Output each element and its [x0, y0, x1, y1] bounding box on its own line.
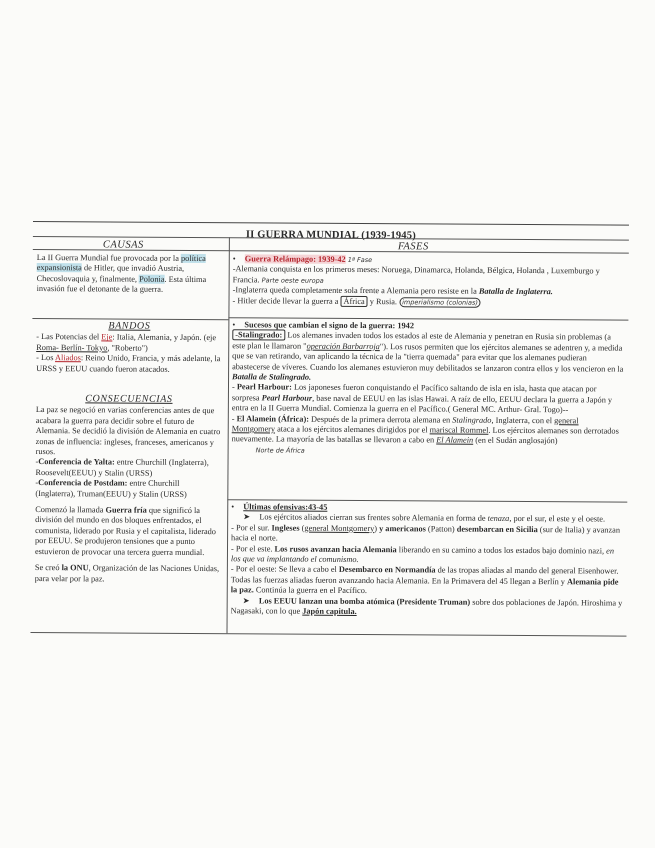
text: desembarcan en Sicilia — [456, 524, 538, 534]
causas-block — [37, 253, 223, 296]
text: ( — [299, 523, 305, 533]
fase1-line1 — [233, 265, 625, 288]
arrow-icon: ➤ — [242, 595, 250, 605]
handwritten-note: imperialismo (colonias) — [399, 297, 481, 307]
text: liberando en su camino a todos los estados bajo dominio nazi, — [396, 544, 607, 556]
alamein-text — [232, 414, 624, 448]
bullet-icon: • — [232, 320, 236, 330]
fase1-block — [232, 254, 624, 308]
onu-text — [35, 563, 221, 585]
postdam-text — [35, 478, 221, 500]
fases-header: FASES — [397, 241, 429, 253]
text: tenaza — [487, 514, 510, 524]
text: : Reino Unido, Francia, y más adelante, la URSS y EEUU cuando fueron atacados. — [36, 353, 221, 374]
fase1-line3 — [232, 296, 624, 309]
arrow-icon: ➤ — [243, 512, 251, 522]
text: mariscal Rommel — [429, 425, 489, 435]
yalta-text — [35, 457, 221, 479]
bullet-icon: • — [232, 254, 236, 264]
fase3-este — [231, 544, 623, 567]
text: Pearl Harbour — [261, 393, 313, 403]
text: Se creó — [34, 563, 62, 573]
bandos-eje — [36, 332, 222, 354]
text: La II Guerra Mundial fue provocada por la — [36, 253, 179, 263]
text: Los ejércitos aliados cierran sus frentes sobre Alemania en forma de — [259, 512, 488, 524]
handwritten-note: Parte oeste europa — [261, 276, 324, 285]
fase3-oeste — [231, 565, 623, 599]
text: -Conferencia de Postdam: — [35, 478, 128, 488]
causas-header: CAUSAS — [102, 239, 144, 251]
scanned-sheet — [30, 221, 628, 635]
text: - Hitler decide llevar la guerra a — [232, 295, 341, 306]
fase2-note — [232, 445, 624, 458]
fase3-japon — [231, 596, 623, 619]
bandos-block — [36, 321, 222, 375]
boxed-text: África — [341, 296, 368, 307]
page-title: II GUERRA MUNDIAL (1939-1945) — [245, 229, 416, 242]
text: ataca a los ejércitos alemanes dirigidos por el — [275, 424, 430, 435]
boxed-text: -Stalingrado: — [232, 330, 285, 341]
text: - Por el sur. — [231, 523, 272, 533]
handwritten-note: 1ª Fase — [347, 255, 373, 265]
text: Desembarco en Normandía — [338, 565, 436, 575]
text: general Montgomery — [231, 415, 579, 434]
text: : Italia, Alemania, y Japón. (eje — [112, 332, 217, 343]
text: Guerra fría — [105, 505, 147, 515]
pearl-text — [232, 383, 624, 417]
highlight-text: Polonia — [139, 274, 165, 284]
causas-text — [37, 253, 223, 296]
consecuencias-block — [35, 394, 222, 585]
consecuencias-text: La paz se negoció en varias conferencias antes de que acabara la guerra para decidir sobre el futuro de Alemania. Se decidió la división de Alemania en cuatro zonas de influencia: ingleses, franceses, americanos y rusos. — [35, 405, 221, 457]
fase3-sur — [231, 523, 623, 546]
text: Los alemanes invaden todos los estados al este de Alemania y penetran en Rusia sin problemas (a este plan le llamaron " — [232, 330, 611, 351]
bandos-aliados — [36, 353, 222, 375]
text: Aliados — [55, 353, 81, 363]
text: operación Barbarroja — [306, 341, 380, 351]
text: Después de la primera derrota alemana en — [308, 414, 453, 425]
text: - El Alamein (África): — [231, 413, 310, 424]
text: Eje — [101, 332, 113, 342]
guerra-fria-text — [35, 505, 221, 558]
text: general Montgomery — [304, 523, 375, 533]
text: -Inglaterra queda completamente sola frente a Alemania pero resiste en la — [232, 285, 479, 296]
text: - Pearl Harbour: — [231, 382, 292, 393]
text: que significó la división del mundo en dos bloques enfrentados, el comunista, liderado por Rusia y el capitalista, liderado por EEUU. Se produjeron tensiones que a punto estuvieron de provocar una tercera guerra mundial. — [34, 505, 217, 557]
text: -Conferencia de Yalta: — [35, 457, 115, 467]
fase2-block — [232, 320, 625, 458]
text: entre Churchill (Inglaterra), Truman(EEUU) y Stalin (URSS) — [35, 478, 187, 499]
text: - Por el oeste: Se lleva a cabo el — [230, 564, 339, 575]
text: la ONU — [61, 563, 89, 573]
text: -Alemania conquista en los primeros meses: Noruega, Dinamarca, Holanda, Bélgica, Holanda , Luxemburgo y Francia. — [232, 264, 600, 285]
bandos-heading: BANDOS — [108, 320, 151, 332]
text: - Los — [36, 353, 56, 363]
text: - Por el este. — [230, 543, 275, 554]
stalingrado-text — [232, 331, 624, 385]
text: Batalla de Inglaterra. — [478, 286, 553, 297]
column-divider — [226, 237, 229, 633]
text: - Las Potencias del — [36, 332, 102, 342]
text: Batalla de Stalingrado. — [232, 372, 312, 382]
text: sobre dos poblaciones de Japón. Hiroshima y Nagasaki, con lo que — [230, 597, 623, 616]
text: en los que va implantando el comunismo. — [230, 546, 615, 565]
text: , Inglaterra, con el — [491, 415, 555, 425]
text: , por el sur, el este y el oeste. — [509, 514, 606, 524]
text: Stalingrado — [452, 415, 492, 425]
text: , Organización de las Naciones Unidas, para velar por la paz. — [34, 563, 220, 583]
bullet-icon: • — [231, 502, 235, 512]
text: Los japoneses fueron conquistando el Pacífico saltando de isla en isla, hasta que atacan por sorpresa — [231, 383, 597, 403]
text: "). Los rusos permiten que los ejércitos alemanes se adentren y, a medida que se van retirando, van aplicando la técnica de la "tierra quemada" para evitar que los alemanes pudieran abastecerse de víveres. Cuando los alemanes estuvieron muy debilitados se lanzaron contra ellos y los vencieron en la — [232, 341, 624, 374]
text: de Hitler, que invadió Austria, Checoslovaquia y, finalmente, — [36, 263, 185, 284]
text: (sur de Italia) y avanzan hacia el norte. — [231, 524, 621, 543]
text: Guerra Relámpago: 1939-42 — [244, 254, 346, 264]
text: El Alamein — [436, 435, 474, 446]
highlight-text: política expansionista — [36, 253, 206, 273]
text: Roma- Berlín- Tokyo — [36, 342, 108, 353]
summary-table — [30, 221, 628, 636]
text: Continúa la guerra en el Pacífico. — [253, 585, 367, 596]
text: y Rusia. — [367, 296, 398, 306]
fase3-block — [231, 502, 624, 619]
text: Sucesos que cambian el signo de la guerra: 1942 — [244, 320, 415, 331]
text: Los rusos avanzan hacia Alemania — [274, 544, 397, 554]
divider — [30, 632, 626, 637]
text: de las tropas aliadas al mando del general Eisenhower. Todas las fuerzas aliadas fueron avanzando hacia Alemania. En la Primavera del 45 llegan a Berlín y — [230, 565, 619, 587]
text: Últimas ofensivas:43-45 — [243, 502, 328, 512]
text: entre Churchill (Inglaterra), Roosevelt(EEUU) y Stalin (URSS) — [35, 457, 209, 478]
text: Alemania pide la paz. — [230, 577, 619, 595]
text: Ingleses — [271, 523, 300, 533]
text: , "Roberto") — [107, 343, 148, 353]
text: y americanos — [379, 523, 426, 534]
text: , base naval de EEUU en las islas Hawai. A raíz de ello, EEUU declara la guerra a Japón y entra en la II Guerra Mundial. Comienza la guerra en el Pacífico.( General MC. Arthur- Gral. Togo)-- — [231, 393, 613, 415]
text: Los EEUU lanzan una bomba atómica (Presidente Truman) — [258, 596, 471, 607]
text: Japón capitula. — [302, 606, 357, 617]
text: (en el Sudán anglosajón) — [473, 436, 558, 446]
consecuencias-heading: CONSECUENCIAS — [85, 393, 173, 405]
text: Comenzó la llamada — [35, 505, 106, 515]
text: (Patton) — [425, 524, 457, 534]
text: . Esta última invasión fue el detonante de la guerra. — [36, 274, 207, 295]
text: ) — [374, 523, 380, 533]
handwritten-note: Norte de África — [255, 446, 305, 455]
text: . Los ejércitos alemanes son derrotados nuevamente. La mayoría de las batallas se llevaron a cabo en — [231, 425, 619, 445]
